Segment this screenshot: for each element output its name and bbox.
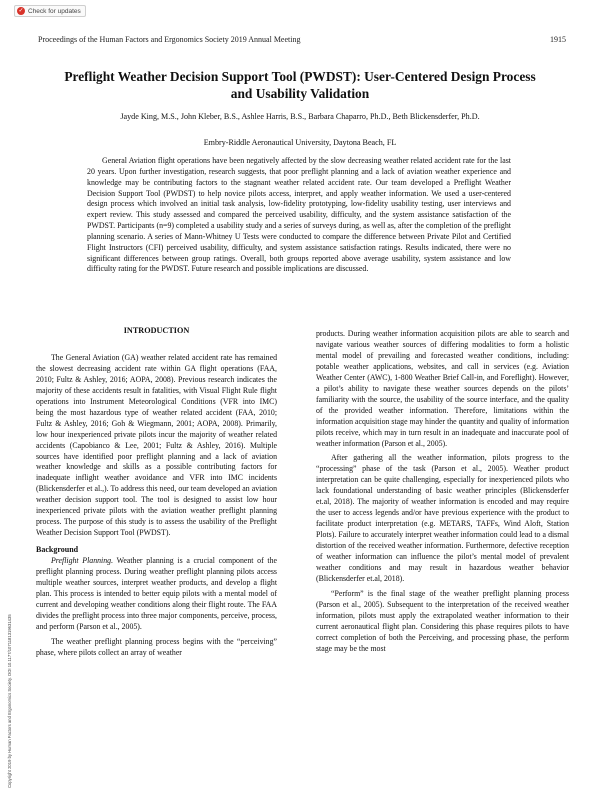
- preflight-planning-runin: Preflight Planning.: [51, 556, 114, 566]
- page-number: 1915: [550, 35, 566, 44]
- background-paragraph-2: The weather preflight planning process begins with the “perceiving” phase, where pilots collect an array of weather: [36, 636, 277, 657]
- introduction-heading: INTRODUCTION: [123, 326, 190, 335]
- check-for-updates-badge[interactable]: [14, 5, 86, 17]
- right-paragraph-3: “Perform” is the final stage of the weather preflight planning process (Parson et al., 2005). Subsequent to the interpretation of the received weather information, pilots must apply the extrapolated weather information to their current aeronautical flight plan. Considering this phase requires pilots to have correct completion of both the Perceiving, and processing phase, the perform stage may be the most: [316, 588, 569, 653]
- affiliation: Embry-Riddle Aeronautical University, Daytona Beach, FL: [203, 138, 397, 147]
- right-column: [316, 329, 569, 659]
- intro-paragraph: The General Aviation (GA) weather related accident rate has remained the slowest decreasing accident rate within GA flight operations (FAA, 2010; Fultz & Ashley, 2016; AOPA, 2008). Previous research indicates the majority of these accidents result in fatalities, with Visual Flight Rule flight operations into Instrument Meteorological Conditions (VFR into IMC) being the most hazardous type of weather related accident (FAA, 2010; Fultz & Ashley, 2016; Goh & Wiegmann, 2001; AOPA, 2008). Primarily, low hour inexperienced private pilots incur the majority of weather related accidents (Capobianco & Lee, 2001; Fultz & Ashley, 2016). Multiple sources have identified poor preflight planning and a lack of aviation weather knowledge and skills as a possible contributing factors for inadequate inflight weather avoidance and VFR into IMC incidents (Blickensderfer et al.,). To address this need, our team developed an aviation weather decision support tool. The tool is designed to assist low hour inexperienced private pilots with the aviation weather preflight planning process. The purpose of this study is to assess the usability of the Preflight Weather Decision Support Tool (PWDST).: [36, 352, 277, 538]
- right-paragraph-2: After gathering all the weather information, pilots progress to the “processing” phase of the task (Parson et al., 2005). Weather product interpretation can be quite challenging, especially for inexperienced pilots who lack foundational understanding of basic weather principles (Blickensderfer et.al, 2018). The majority of weather information is encoded and may require the user to access legends and/or have previous experience with the product to facilitate product interpretation (e.g. METARS, TAFFs, Wind Aloft, Station Plots). Failure to accurately interpret weather information could lead to a dismal distortion of the received weather information. Furthermore, defective reception of weather information can influence the pilot’s mental model of prevalent weather conditions and may result in hazardous weather behavior (Blickensderfer et.al, 2018).: [316, 453, 569, 583]
- proceedings-title: Proceedings of the Human Factors and Ergonomics Society 2019 Annual Meeting: [38, 35, 301, 44]
- left-column: [36, 326, 277, 663]
- background-paragraph: [36, 556, 277, 633]
- check-updates-icon: ✓: [18, 8, 24, 14]
- paper-title: Preflight Weather Decision Support Tool (PWDST): User-Centered Design Process and Usability Validation: [64, 69, 536, 101]
- running-header: [38, 35, 566, 44]
- background-heading: Background: [36, 545, 79, 555]
- abstract: General Aviation flight operations have been negatively affected by the slow decreasing weather related accident rate for the last 20 years. Upon further investigation, research suggests, that poor preflight planning and a lack of aviation weather experience and knowledge may be contributing factors to the stagnant weather related accident rate. Our team developed a Preflight Weather Decision Support Tool (PWDST) to help novice pilots access, interpret, and apply weather information. We used a user-centered design process which involved an initial task analysis, low-fidelity prototyping, low-fidelity usability testing, user interviews and expert review. This study assessed and compared the perceived usability, difficulty, and the system assistance satisfaction of the PWDST. Participants (n=9) completed a usability study and a series of surveys during, as well as, after the completion of the preflight planning scenario. A series of Mann-Whitney U Tests were conducted to compare the difference between Private Pilot and Certified Flight Instructors (CFI) perceived usability, difficulty, and system assistance satisfaction ratings. Results indicated, there were no significant differences between group ratings. Overall, both groups reported above average usability, system assistance and low difficulty rating for the PWDST. Future research and possible implications are discussed.: [87, 156, 511, 274]
- copyright-side-note: Copyright 2019 by Human Factors and Ergonomics Society. DOI 10.1177/1071181319631435: [7, 614, 12, 788]
- author-list: Jayde King, M.S., John Kleber, B.S., Ashlee Harris, B.S., Barbara Chaparro, Ph.D., Beth Blickensderfer, Ph.D.: [120, 112, 480, 121]
- background-paragraph-text: Weather planning is a crucial component of the preflight planning process. During weather preflight planning pilots access multiple weather sources, interpret weather products, and develop a flight plan. This process is intended to better equip pilots with a mental model of current and developing weather conditions along their flight route. The FAA divides the preflight process into three major components, perceive, process, and perform (Parson et al., 2005).: [36, 556, 277, 631]
- right-paragraph-1: products. During weather information acquisition pilots are able to search and navigate various weather sources of differing modalities to form a holistic mental model of prevailing and forecasted weather conditions, including: potable weather applications, websites, and call in services (e.g. Aviation Weather Center (AWC), 1-800 Weather Brief Call-in, and Foreflight). However, a pilot’s ability to navigate these weather sources depends on the pilots’ familiarity with the source, the usability of the source interface, and the quality of the provided weather information. Therefore, limitations within the information acquisition stage may hinder the quantity and quality of information pilots receive, which may in turn result in an inadequate and inaccurate pool of weather information (Parson et al., 2005).: [316, 329, 569, 448]
- check-updates-label: Check for updates: [28, 7, 81, 15]
